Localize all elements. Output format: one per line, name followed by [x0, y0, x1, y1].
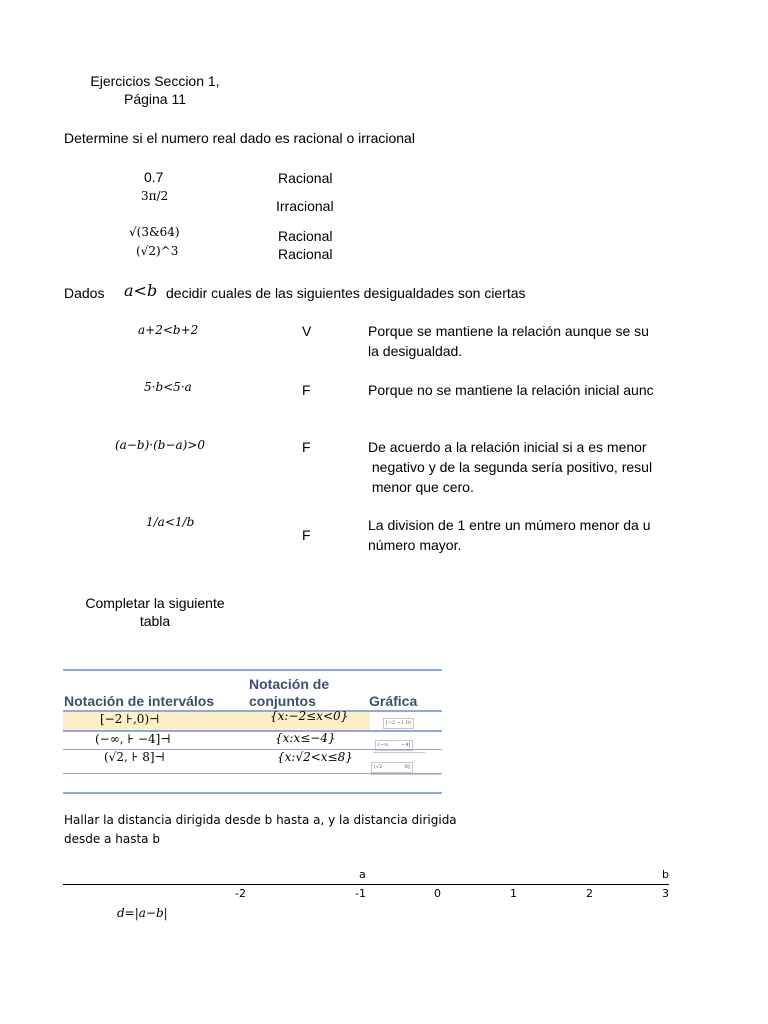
s1-answer-1: Racional	[278, 170, 333, 186]
s2-expr-2: 5·b<5·a	[144, 380, 192, 394]
s2-reason-4-line-2: número mayor.	[368, 537, 462, 553]
row2-graph	[373, 740, 425, 753]
s1-answer-3: Racional	[278, 228, 333, 244]
tick-label: 0	[434, 887, 441, 900]
s2-reason-4-line-1: La division de 1 entre un múmero menor da u	[368, 517, 651, 533]
s1-expr-4: (√2)^3	[136, 244, 179, 258]
section4-line-1: Hallar la distancia dirigida desde b hasta a, y la distancia dirigida	[64, 813, 457, 827]
tick-label: 3	[662, 887, 669, 900]
row2-interval: (−∞, ⊦ −4]⊣	[95, 732, 171, 746]
row1-interval: [−2 ⊦,0)⊣	[100, 712, 160, 726]
tick-label: -2	[235, 887, 246, 900]
tick-label: 1	[510, 887, 517, 900]
section3-title-line-2: tabla	[139, 613, 171, 629]
distance-formula: d=|a−b|	[117, 906, 168, 920]
s1-answer-4: Racional	[278, 246, 333, 262]
table-bottom-border	[63, 792, 442, 794]
row3-graph-label: (√2 8]	[371, 762, 413, 773]
point-label-a: a	[359, 868, 366, 881]
row1-graph-label: [−2 −1 0)	[383, 718, 414, 729]
s2-reason-1-line-1: Porque se mantiene la relación aunque se su	[368, 323, 649, 339]
header-sets-line-1: Notación de	[249, 676, 330, 692]
s2-reason-3-line-2: negativo y de la segunda sería positivo, resul	[368, 459, 653, 475]
title-line-1: Ejercicios Seccion 1,	[90, 73, 220, 89]
section3-title-line-1: Completar la siguiente	[85, 595, 225, 611]
section2-instruction: decidir cuales de las siguientes desigualdades son ciertas	[166, 285, 526, 301]
s2-reason-1-line-2: la desigualdad.	[368, 343, 463, 359]
section2-lead: Dados	[64, 285, 105, 301]
s1-expr-2: 3π/2	[141, 189, 169, 203]
header-sets-line-2: conjuntos	[249, 693, 316, 709]
s2-expr-3: (a−b)·(b−a)>0	[115, 438, 206, 452]
s1-expr-1: 0.7	[144, 169, 164, 185]
section1-instruction: Determine si el numero real dado es racional o irracional	[64, 130, 415, 146]
header-intervals: Notación de interválos	[64, 693, 215, 709]
row2-set: {x:x≤−4}	[275, 731, 336, 745]
header-graph: Gráfica	[369, 693, 418, 709]
row3-set: {x:√2<x≤8}	[277, 750, 353, 764]
row3-border	[63, 773, 442, 774]
s2-expr-1: a+2<b+2	[138, 323, 199, 337]
s2-reason-2-line-1: Porque no se mantiene la relación inicial aunc	[368, 382, 654, 398]
row3-interval: (√2, ⊦ 8]⊣	[104, 750, 165, 764]
s1-expr-3: √(3&64)	[129, 225, 180, 239]
s2-verdict-3: F	[302, 439, 311, 455]
s2-verdict-4: F	[302, 527, 311, 543]
s2-reason-3-line-3: menor que cero.	[368, 479, 474, 495]
s2-verdict-2: F	[302, 382, 311, 398]
point-label-b: b	[662, 868, 669, 881]
s2-reason-3-line-1: De acuerdo a la relación inicial si a es menor	[368, 439, 647, 455]
s2-expr-4: 1/a<1/b	[146, 515, 195, 529]
title-line-2: Página 11	[123, 91, 186, 107]
table-top-border	[63, 669, 442, 671]
tick-label: -1	[355, 887, 366, 900]
row1-set: {x:−2≤x<0}	[270, 709, 349, 723]
s1-answer-2: Irracional	[276, 198, 334, 214]
section2-condition: a<b	[124, 281, 158, 300]
s2-verdict-1: V	[302, 323, 312, 339]
section4-line-2: desde a hasta b	[64, 832, 160, 846]
number-line-axis	[63, 884, 669, 885]
row2-graph-label: (−∞ −4]	[375, 740, 413, 751]
tick-label: 2	[586, 887, 593, 900]
